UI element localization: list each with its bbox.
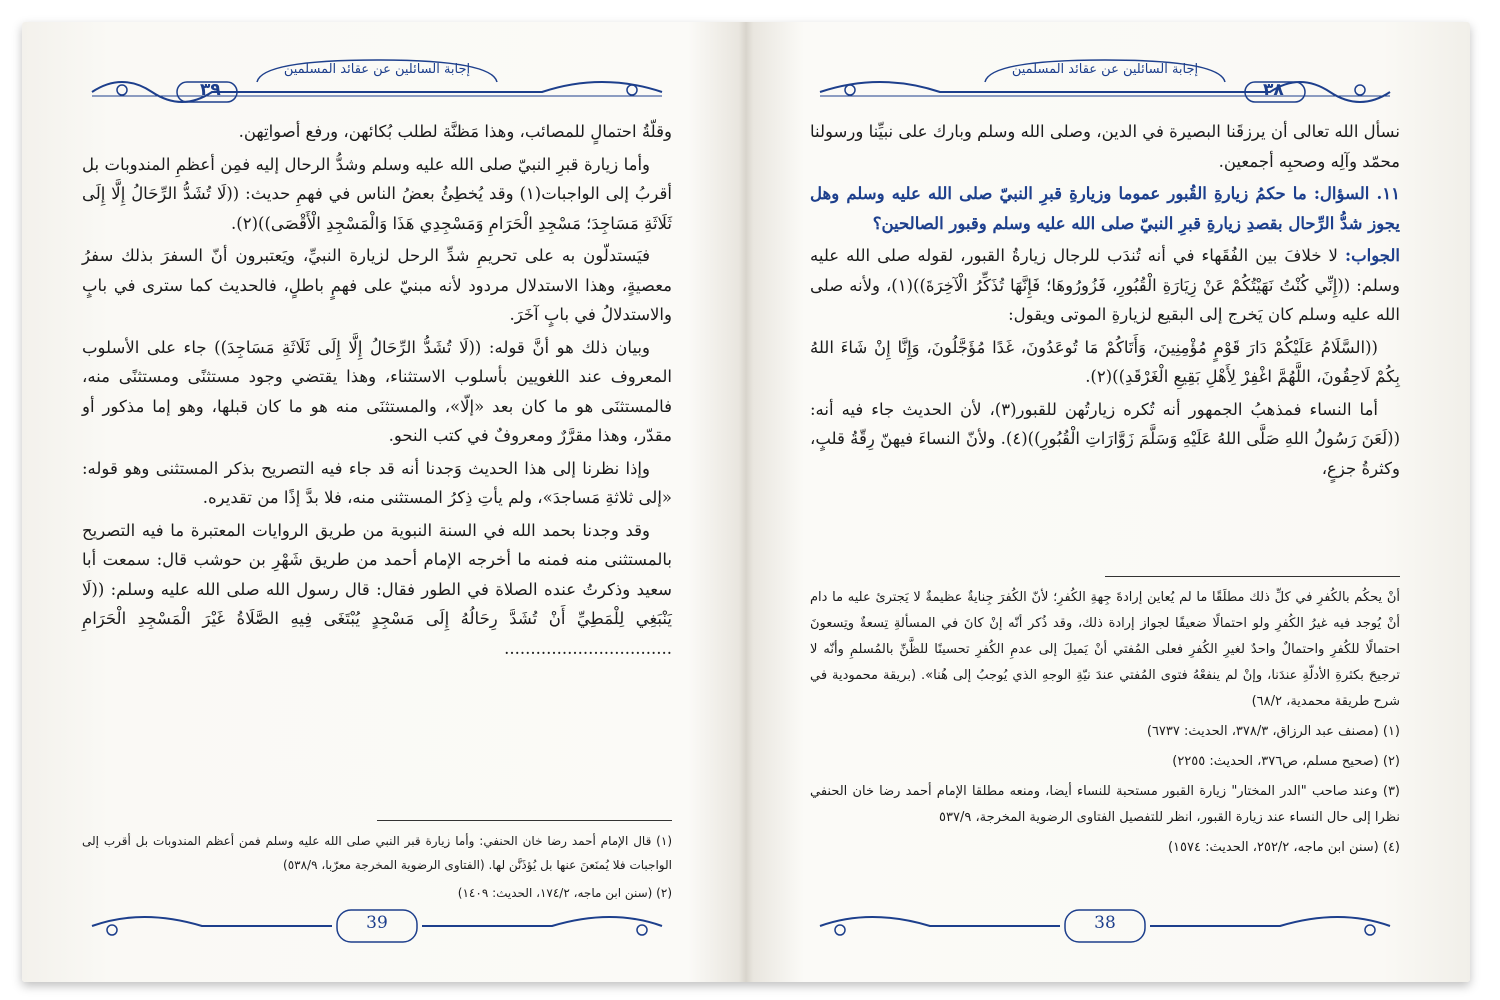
paragraph: وإذا نظرنا إلى هذا الحديث وَجدنا أنه قد جاء فيه التصريح بذكر المستثنى وهو قوله: «إلى ثلاثةِ مَساجدَ»، ولم يأتِ ذِكرُ المستثنى منه، فلا بدَّ إذًا من تقديره. [82,458,672,507]
paragraph: ((السَّلَامُ عَلَيْكُمْ دَارَ قَوْمٍ مُؤْمِنِينَ، وَأَتَاكُمْ مَا تُوعَدُونَ، غَدًا مُؤَجَّلُونَ، وَإِنَّا إِنْ شَاءَ اللهُ بِكُمْ لَاحِقُونَ، اللَّهُمَّ اغْفِرْ لِأَهْلِ بَقِيعِ الْغَرْقَدِ))(٢). [810,337,1400,386]
header-page-number: ٣٨ [1263,80,1284,100]
running-title: إجابة السائلين عن عقائد المسلمين [283,62,471,77]
footnote: (١) (مصنف عبد الرزاق، ٣٧٨/٣، الحديث: ٦٧٣٧) [1146,724,1400,739]
paragraph: وقد وجدنا بحمد الله في السنة النبوية من طريق الروايات المعتبرة ما فيه التصريح بالمستثنى منه فمنه ما أخرجه الإمام أحمد من طريق شَهْرِ بن حوشب قال: سمعت أبا سعيد وذكرتُ عنده الصلاة في الطور فقال: قال رسول الله صلى الله عليه وسلم: ((لَا يَنْبَغِي لِلْمَطِيِّ أَنْ تُشَدَّ رِحَالُهُ إِلَى مَسْجِدٍ يُبْتَغَى فِيهِ الصَّلَاةُ غَيْرَ الْمَسْجِدِ الْحَرَامِ ................................ [82,520,672,658]
answer-label: الجواب: [1345,246,1400,265]
paragraph: فيَستدلّون به على تحريمِ شدِّ الرحل لزيارة النبيِّ، ويَعتبرون أنّ السفرَ بذلك سفرُ معصيةٍ، وهذا الاستدلال مردود لأنه مبنيّ على فهمٍ باطلٍ، فالحديث كما سترى في بابٍ والاستدلالُ في بابٍ آخَرَ. [82,246,672,324]
page-header [82,52,672,112]
page-39 [22,22,742,982]
page-footer [810,904,1400,948]
page-footer [82,904,672,948]
footnotes [82,814,672,909]
footer-page-number: 38 [1094,913,1116,933]
main-text [810,117,1400,486]
footnotes [810,570,1400,865]
header-page-number: ٣٩ [200,80,221,100]
footnote: (١) قال الإمام أحمد رضا خان الحنفي: وأما زيارة قبر النبي صلى الله عليه وسلم فمن أعظم المندوبات بل أقرب إلى الواجبات فلا يُمنَعنَ عنها بل يُؤذَنَّن لها. (الفتاوى الرضوية المخرجة معرّبا، ٥٣٨/٩) [82,834,672,872]
book-spread [22,22,1470,982]
footnote: (٢) (صحيح مسلم، ص٣٧٦، الحديث: ٢٢٥٥) [1172,754,1400,769]
page-header [810,52,1400,112]
ornament-header-icon [810,52,1400,112]
footnote: (٣) وعند صاحب "الدر المختار" زيارة القبور مستحبة للنساء أيضا، ومنعه مطلقا الإمام أحمد رضا خان الحنفي نظرا إلى حال النساء عند زيارة القبور، انظر للتفصيل الفتاوى الرضوية المخرجة، ٥٣٧/٩ [810,784,1400,825]
paragraph: وقلّةُ احتمالٍ للمصائب، وهذا مَظنَّة لطلب بُكائهن، ورفع أصواتِهن. [238,122,672,141]
footnote-divider [1105,576,1400,577]
paragraph: وأما زيارة قبرِ النبيّ صلى الله عليه وسلم وشدُّ الرحال إليه فمِن أعظمِ المندوبات بل أقربُ إلى الواجبات(١) وقد يُخطِئُ بعضُ الناس في فهمِ حديث: ((لَا تُشَدُّ الرِّحَالُ إِلَّا إِلَى ثَلَاثَةِ مَسَاجِدَ؛ مَسْجِدِ الْحَرَامِ وَمَسْجِدِي هَذَا وَالْمَسْجِدِ الْأَقْصَى))(٢). [82,154,673,233]
paragraph: نسأل الله تعالى أن يرزقَنا البصيرة في الدين، وصلى الله وسلم وبارك على نبيِّنا ورسولنا محمّد وآلِه وصحبِه أجمعين. [810,122,1400,171]
running-title: إجابة السائلين عن عقائد المسلمين [1011,62,1199,77]
footnote: (٤) (سنن ابن ماجه، ٢٥٢/٢، الحديث: ١٥٧٤) [1167,840,1400,855]
continued-footnote: أنْ يحكُم بالكُفرِ في كلِّ ذلك مطلَقًا ما لم يُعاين إرادةَ جِهةِ الكُفرِ؛ لأنّ الكُفرَ جِنايةٌ عظيمةٌ لا يَجترئ عليه ما دام أنْ يُوجد فيه غيرُ الكُفرِ ولو احتمالًا ضعيفًا لجواز إرادة ذلك، وقد ذُكر أنّه إنْ كانَ في المسألةِ تِسعةٌ وتِسعونَ احتمالًا للكُفرِ واحتمالٌ واحدٌ لغيرِ الكُفرِ فعلى المُفتي أنْ يَميلَ إلى عدمِ الكُفرِ تحسينًا للظَّنِّ بالمُسلمِ وأنّه لا ترجيحَ بكثرةِ الأدلّةِ عندَنا، وإنْ لم ينفعْهُ فتوى المُفتي عندَ نيّةِ الوجهِ الذي يُوجبُ إلى هُنا». (بريقة محمودية في شرح طريقة محمدية، ٦٨/٢) [810,590,1400,709]
ornament-header-icon [82,52,672,112]
page-38 [750,22,1470,982]
question-heading: ١١. السؤال: ما حكمُ زيارةِ القُبور عموما وزيارةِ قبرِ النبيّ صلى الله عليه وسلم وهل يجوز شدُّ الرِّحال بقصدِ زيارةِ قبرِ النبيّ صلى الله عليه وسلم وقبور الصالحين؟ [810,184,1400,233]
footer-page-number: 39 [366,913,388,933]
paragraph: وبيان ذلك هو أنَّ قوله: ((لَا تُشَدُّ الرِّحَالُ إِلَّا إِلَى ثَلَاثَةِ مَسَاجِدَ)) جاء على الأسلوب المعروف عند اللغويين بأسلوب الاستثناء، وهذا يقتضي وجود مستثنًى ومستثنًى منه، فالمستثنَى هو ما كان بعد «إلّا»، والمستثنَى منه هو ما كان قبلها، وهو إما مذكور أو مقدّر، وهذا مقرَّرٌ ومعروفٌ في كتب النحو. [82,337,672,445]
answer-paragraph [810,241,1400,330]
paragraph: أما النساء فمذهبُ الجمهور أنه تُكره زيارتُهن للقبور(٣)، لأن الحديث جاء فيه أنه: ((لَعَنَ رَسُولُ اللهِ صَلَّى اللهُ عَلَيْهِ وَسَلَّمَ زَوَّارَاتِ الْقُبُورِ))(٤). ولأنّ النساءَ فيهنّ رِقّةُ قلبٍ، وكثرةُ جزعٍ، [810,399,1401,478]
answer-text: لا خلافَ بين الفُقَهاء في أنه تُندَب للرجال زيارةُ القبور، لقوله صلى الله عليه وسلم: ((إِنِّي كُنْتُ نَهَيْتُكُمْ عَنْ زِيَارَةِ الْقُبُورِ، فَزُورُوهَا؛ فَإِنَّهَا تُذَكِّرُ الْآخِرَةَ))(١)، ولأنه صلى الله عليه وسلم كان يَخرج إلى البقيع لزيارةِ الموتى ويقول: [810,246,1401,324]
footnote: (٢) (سنن ابن ماجه، ١٧٤/٢، الحديث: ١٤٠٩) [457,886,672,900]
main-text [82,117,672,666]
footnote-divider [377,820,672,821]
